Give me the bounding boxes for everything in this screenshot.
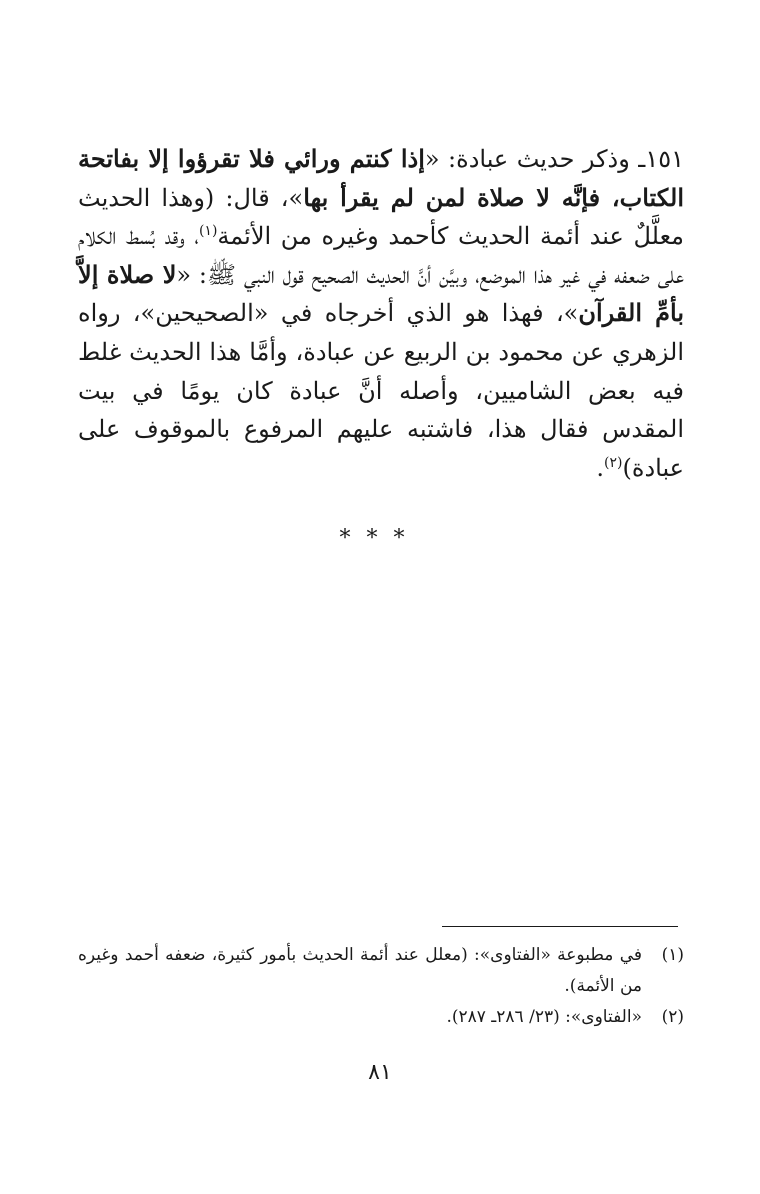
hadith-quote-fatiha: لا صلاة إلاَّ بأمِّ القرآن <box>78 259 684 328</box>
paragraph-closing-text: »، فهذا هو الذي أخرجاه في «الصحيحين»، رواه الزهري عن محمود بن الربيع عن عبادة، وأمَّا هذا الحديث غلط فيه بعض الشاميين، وأصله أنَّ عبادة كان يومًا في بيت المقدس فقال هذا، فاشتبه عليهم المرفوع بالموقوف على عبادة) <box>78 299 685 482</box>
footnote-1-number: (١) <box>661 945 684 965</box>
paragraph-continued-text: ، وقد بُسط الكلام على ضعفه في غير هذا الموضع، وبيَّن أنَّ الحديث الصحيح قول النبي ﷺ: « <box>78 222 685 289</box>
paragraph-intro-text: ١٥١ـ وذكر حديث عبادة: « <box>424 145 684 173</box>
page-number: ٨١ <box>368 1060 392 1085</box>
paragraph-commentary-text: »، قال: (وهذا الحديث معلَّلٌ عند أئمة الحديث كأحمد وغيره من الأئمة <box>78 183 685 251</box>
main-paragraph <box>78 140 684 487</box>
footnote-ref-1[interactable]: (١) <box>198 223 218 240</box>
hadith-quote-text: إذا كنتم ورائي فلا تقرؤوا إلا بفاتحة الكتاب، فإنَّه لا صلاة لمن لم يقرأ بها <box>78 144 685 212</box>
footnote-ref-2[interactable]: (٢) <box>604 454 623 471</box>
footnote-divider <box>442 926 678 927</box>
asterisk-separator: *** <box>339 526 421 551</box>
paragraph-end-period: . <box>596 453 605 482</box>
footnotes-section <box>78 940 684 1033</box>
footnote-2 <box>78 1002 684 1033</box>
footnote-1-text: في مطبوعة «الفتاوى»: (معلل عند أئمة الحديث بأمور كثيرة، ضعفه أحمد وغيره من الأئمة). <box>78 945 642 996</box>
footnote-2-number: (٢) <box>661 1007 684 1027</box>
footnote-1 <box>78 940 684 1002</box>
section-separator <box>0 524 760 554</box>
footnote-2-text: «الفتاوى»: (٢٣/ ٢٨٦ـ ٢٨٧). <box>446 1007 642 1027</box>
